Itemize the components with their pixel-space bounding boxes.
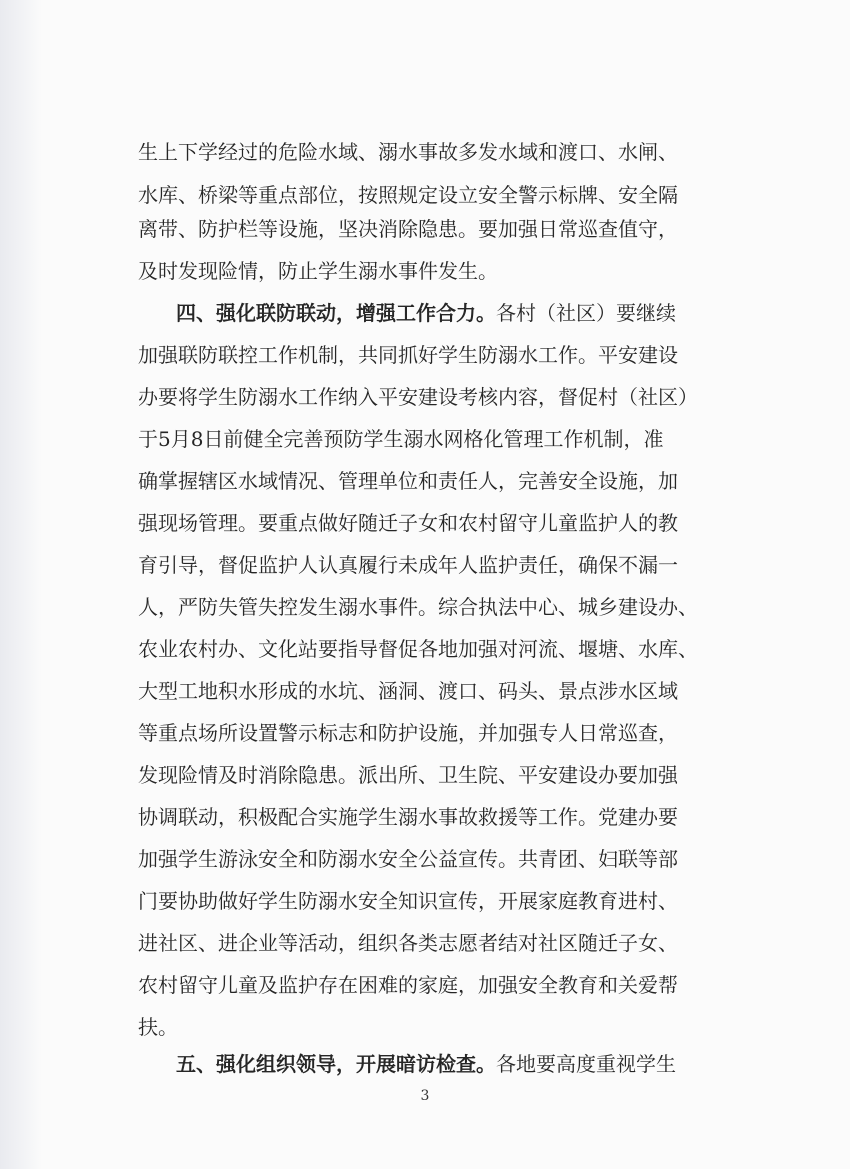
section-4-first-line-text: 各村（社区）要继续	[496, 301, 676, 325]
text-line: 门要协助做好学生防溺水安全知识宣传，开展家庭教育进村、	[138, 889, 678, 913]
text-line: 加强联防联控工作机制，共同抓好学生防溺水工作。平安建设	[138, 343, 678, 367]
text-line: 育引导，督促监护人认真履行未成年人监护责任，确保不漏一	[138, 553, 678, 577]
text-line: 确掌握辖区水域情况、管理单位和责任人，完善安全设施，加	[138, 469, 678, 493]
section-4-heading: 四、强化联防联动，增强工作合力。	[176, 301, 496, 325]
section-5-first-line	[176, 1047, 738, 1081]
text-line: 水库、桥梁等重点部位，按照规定设立安全警示标牌、安全隔	[138, 183, 678, 207]
section-5-first-line-text: 各地要高度重视学生	[496, 1052, 676, 1076]
text-line: 办要将学生防溺水工作纳入平安建设考核内容，督促村（社区）	[138, 385, 698, 409]
text-line: 等重点场所设置警示标志和防护设施，并加强专人日常巡查，	[138, 721, 678, 745]
text-line: 加强学生游泳安全和防溺水安全公益宣传。共青团、妇联等部	[138, 847, 678, 871]
text-line: 发现险情及时消除隐患。派出所、卫生院、平安建设办要加强	[138, 763, 678, 787]
section-4-first-line	[176, 296, 738, 330]
text-line: 及时发现险情，防止学生溺水事件发生。	[138, 259, 498, 283]
text-line: 大型工地积水形成的水坑、涵洞、渡口、码头、景点涉水区域	[138, 679, 678, 703]
text-line: 进社区、进企业等活动，组织各类志愿者结对社区随迁子女、	[138, 931, 678, 955]
text-line: 生上下学经过的危险水域、溺水事故多发水域和渡口、水闸、	[138, 140, 678, 164]
text-line: 强现场管理。要重点做好随迁子女和农村留守儿童监护人的教	[138, 511, 678, 535]
page-number: 3	[420, 1088, 430, 1104]
text-line: 于5月8日前健全完善预防学生溺水网格化管理工作机制，准	[138, 427, 664, 451]
scan-edge-shadow	[0, 0, 42, 1169]
text-line: 协调联动，积极配合实施学生溺水事故救援等工作。党建办要	[138, 805, 678, 829]
section-5-heading: 五、强化组织领导，开展暗访检查。	[176, 1052, 496, 1076]
text-line: 离带、防护栏等设施，坚决消除隐患。要加强日常巡查值守，	[138, 217, 678, 241]
text-line: 人，严防失管失控发生溺水事件。综合执法中心、城乡建设办、	[138, 595, 698, 619]
text-line: 扶。	[138, 1015, 178, 1039]
text-line: 农村留守儿童及监护存在困难的家庭，加强安全教育和关爱帮	[138, 973, 678, 997]
text-line: 农业农村办、文化站要指导督促各地加强对河流、堰塘、水库、	[138, 637, 698, 661]
